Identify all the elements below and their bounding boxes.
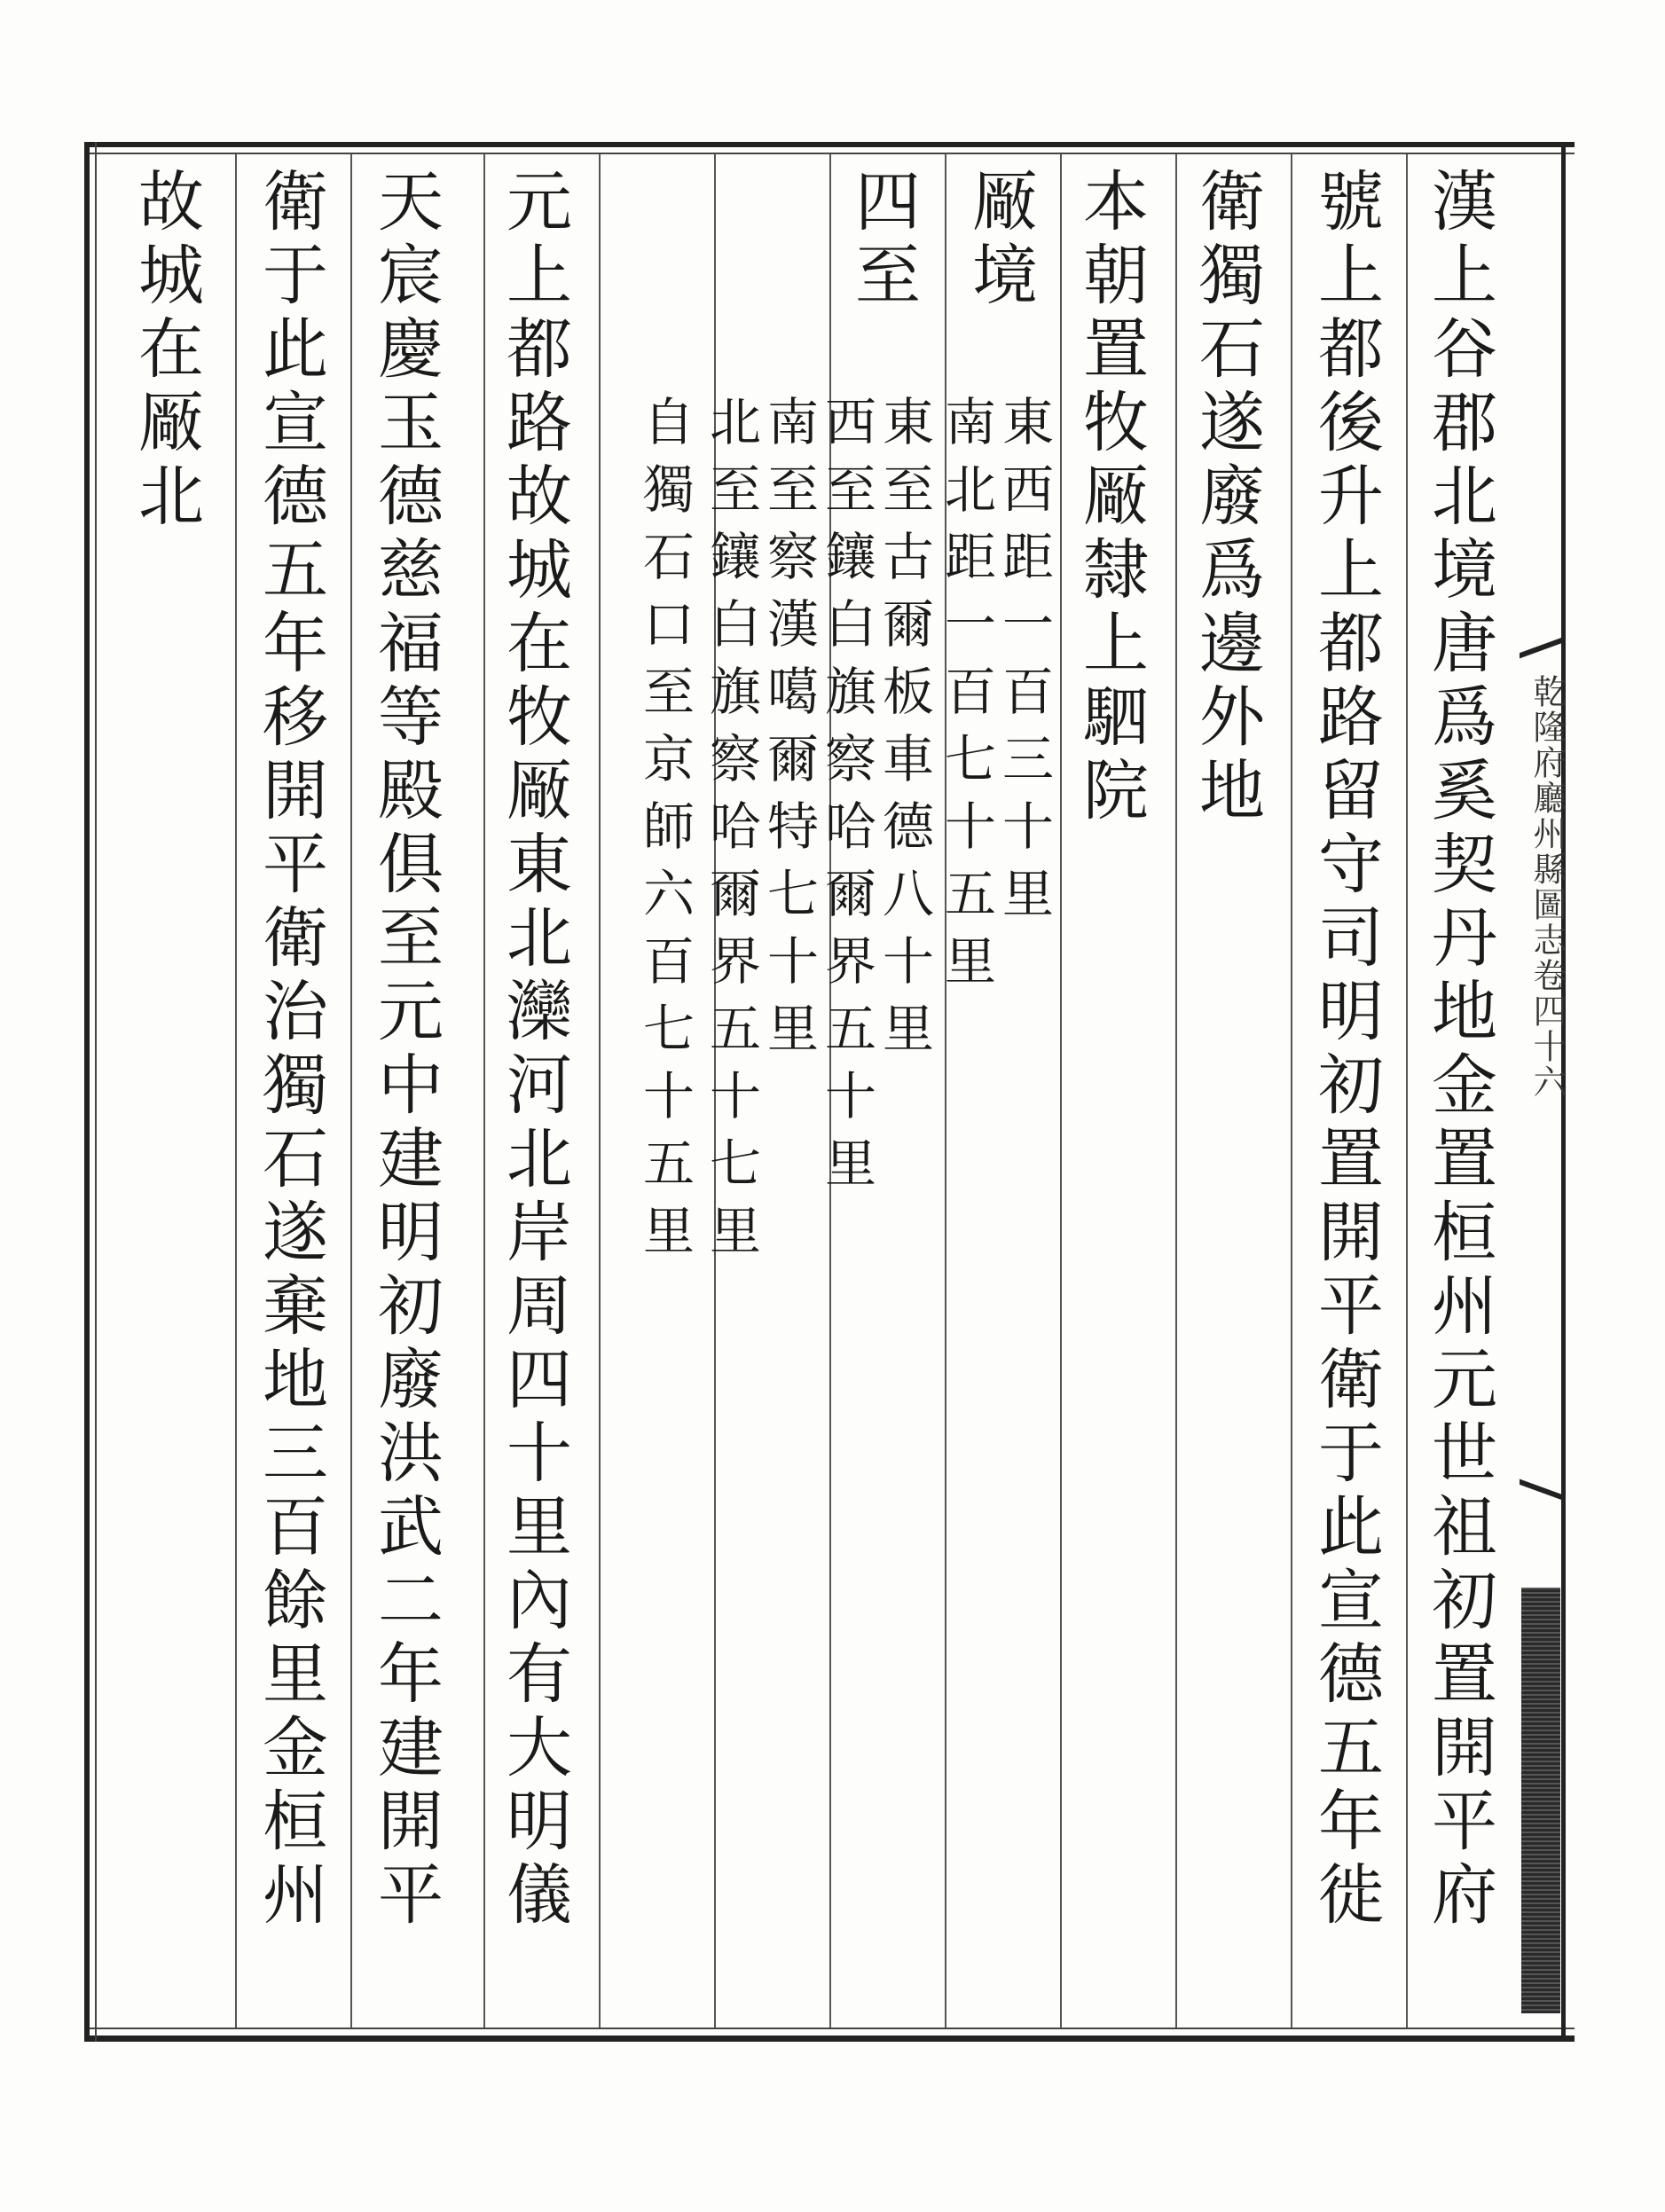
text-column: 故城在厰北: [128, 167, 204, 535]
text-column: 號上都後升上都路留守司明初置開平衛于此宣德五年徙: [1308, 167, 1384, 1934]
sub-entry: 南北距一百七十五里: [936, 395, 996, 1001]
column-rule: [599, 154, 601, 2028]
text-column: 四至: [844, 167, 921, 314]
column-rule: [350, 154, 352, 2028]
text-column: 衛于此宣德五年移開平衛治獨石遂棄地三百餘里金桓州: [252, 167, 328, 1934]
text-column: 漢上谷郡北境唐爲奚契丹地金置桓州元世祖初置開平府: [1421, 167, 1497, 1934]
fish-tail-mark-icon: [1520, 630, 1562, 665]
sub-entry: 北至鑲白旗察哈爾界五十七里: [701, 395, 761, 1271]
frame-top-border: [84, 142, 1575, 154]
fish-tail-mark-icon: [1520, 1472, 1562, 1508]
fore-edge-title: 乾隆府廳州縣圖志卷四十六: [1528, 674, 1567, 1100]
column-rule: [1406, 154, 1408, 2028]
text-column: 厰境: [962, 167, 1038, 314]
black-mouth-block: [1521, 1588, 1560, 2013]
text-column: 本朝置牧厰隸上駟院: [1072, 167, 1149, 829]
fore-edge: [1520, 630, 1567, 2013]
sub-entry: 西至鑲白旗察哈爾界五十里: [816, 395, 876, 1204]
sub-entry: 東西距一百三十里: [994, 395, 1054, 934]
column-rule: [235, 154, 237, 2028]
sub-entry: 自獨石口至京師六百七十五里: [634, 395, 695, 1271]
column-rule: [1175, 154, 1177, 2028]
column-rule: [1291, 154, 1292, 2028]
sub-entry: 南至察漢噶爾特七十里: [758, 395, 819, 1069]
text-column: 天宸慶玉德慈福等殿俱至元中建明初廢洪武二年建開平: [367, 167, 444, 1934]
column-rule: [483, 154, 485, 2028]
frame-left-border: [84, 142, 97, 2042]
frame-bottom-border: [84, 2028, 1575, 2042]
sub-entry: 東至古爾板車德八十里: [874, 395, 934, 1069]
text-column: 元上都路故城在牧厰東北灤河北岸周四十里內有大明儀: [496, 167, 572, 1934]
text-column: 衛獨石遂廢爲邊外地: [1189, 167, 1265, 829]
column-rule: [1060, 154, 1062, 2028]
